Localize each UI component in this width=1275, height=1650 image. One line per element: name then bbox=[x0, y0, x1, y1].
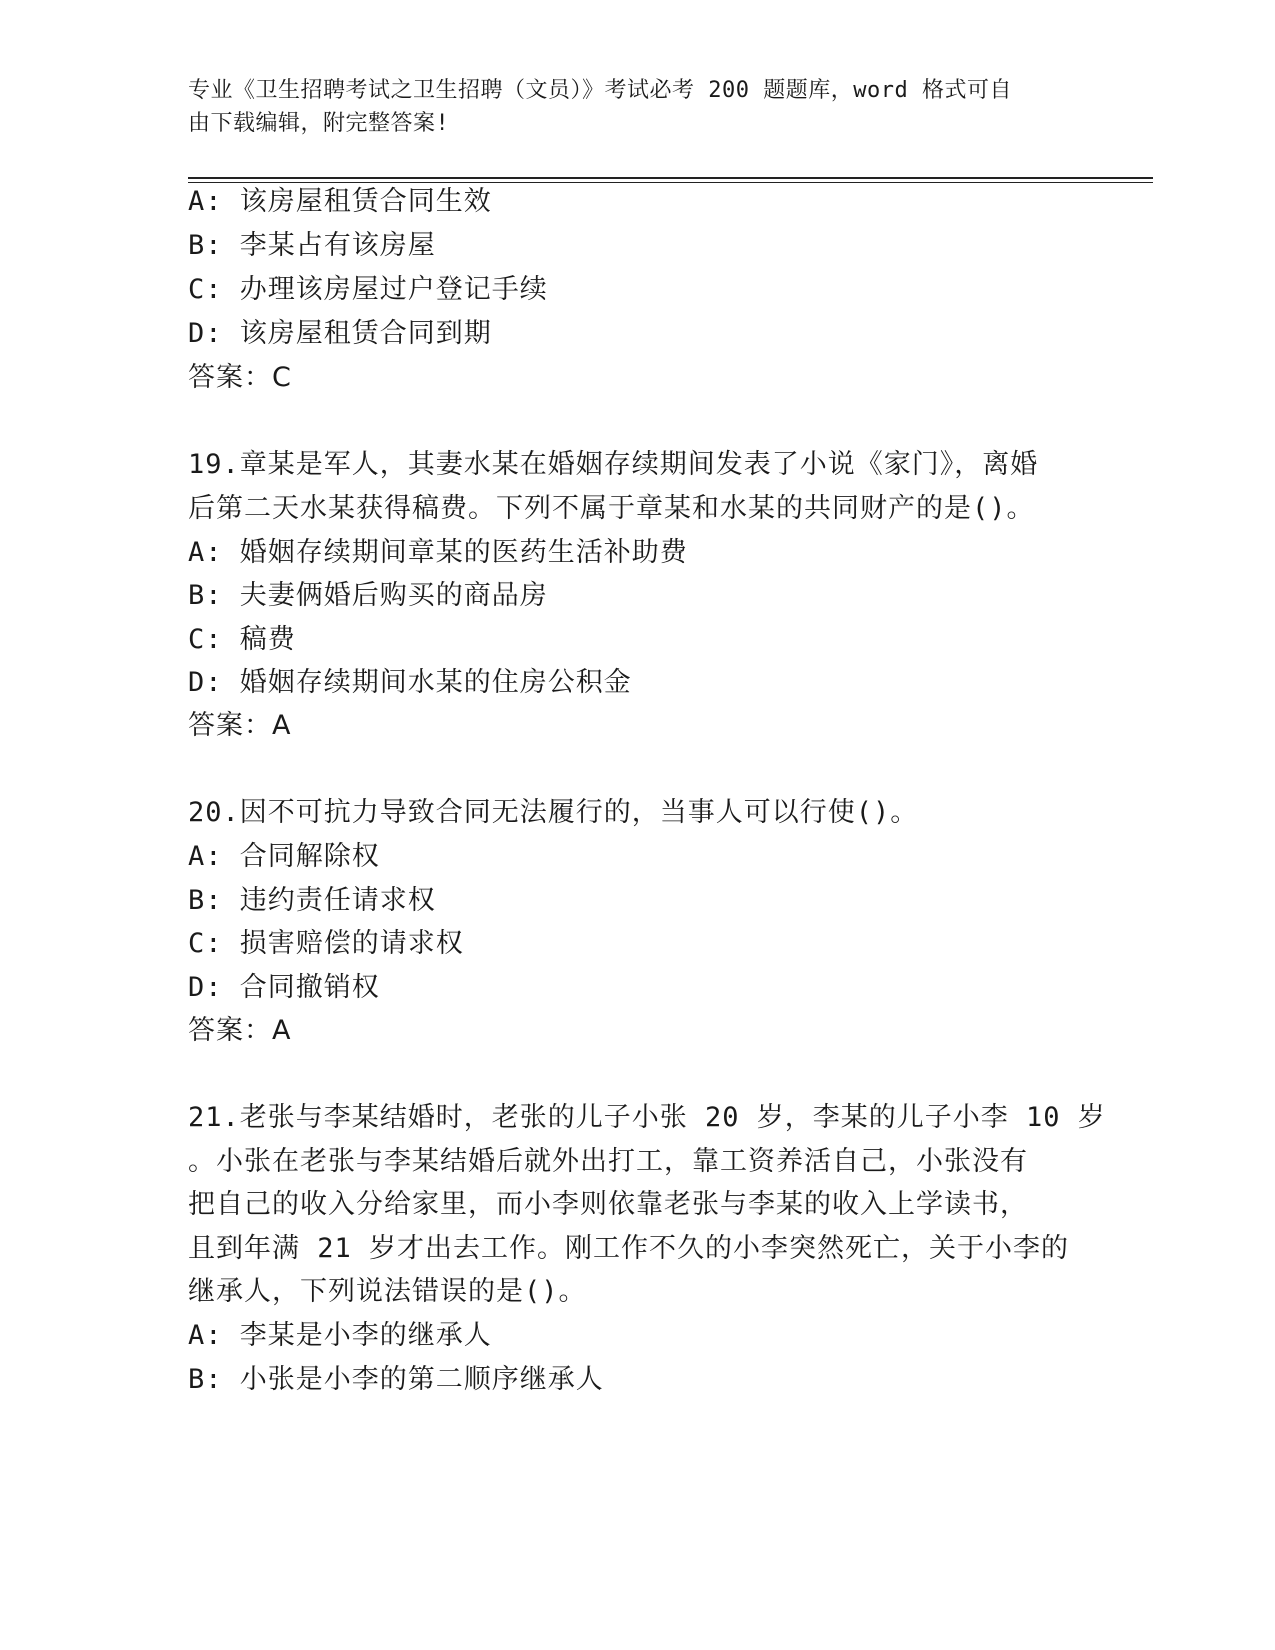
option-a: A: 李某是小李的继承人 bbox=[188, 1320, 492, 1351]
question-stem: 且到年满 21 岁才出去工作。刚工作不久的小李突然死亡，关于小李的 bbox=[188, 1233, 1070, 1264]
option-d: D: 该房屋租赁合同到期 bbox=[188, 318, 492, 349]
question-stem: 。小张在老张与李某结婚后就外出打工，靠工资养活自己，小张没有 bbox=[188, 1146, 1028, 1177]
header-divider-thick bbox=[188, 177, 1153, 179]
option-d: D: 婚姻存续期间水某的住房公积金 bbox=[188, 667, 632, 698]
answer-label: 答案：C bbox=[188, 362, 292, 393]
header-line: 专业《卫生招聘考试之卫生招聘（文员）》考试必考 200 题题库，word 格式可自 bbox=[188, 78, 1012, 103]
question-stem: 继承人，下列说法错误的是()。 bbox=[188, 1276, 587, 1307]
question-stem: 19.章某是军人，其妻水某在婚姻存续期间发表了小说《家门》，离婚 bbox=[188, 449, 1039, 480]
question-stem: 21.老张与李某结婚时，老张的儿子小张 20 岁，李某的儿子小李 10 岁 bbox=[188, 1102, 1106, 1133]
question-stem: 把自己的收入分给家里，而小李则依靠老张与李某的收入上学读书， bbox=[188, 1189, 1028, 1220]
option-a: A: 婚姻存续期间章某的医药生活补助费 bbox=[188, 537, 688, 568]
option-b: B: 夫妻俩婚后购买的商品房 bbox=[188, 580, 548, 611]
question-stem: 后第二天水某获得稿费。下列不属于章某和水某的共同财产的是()。 bbox=[188, 493, 1035, 524]
answer-label: 答案：A bbox=[188, 710, 292, 741]
option-c: C: 稿费 bbox=[188, 624, 296, 655]
option-b: B: 小张是小李的第二顺序继承人 bbox=[188, 1364, 604, 1395]
header-line: 由下载编辑，附完整答案! bbox=[188, 111, 450, 136]
header-divider-thin bbox=[188, 182, 1153, 183]
option-a: A: 该房屋租赁合同生效 bbox=[188, 186, 492, 217]
option-a: A: 合同解除权 bbox=[188, 841, 380, 872]
answer-label: 答案：A bbox=[188, 1015, 292, 1046]
question-stem: 20.因不可抗力导致合同无法履行的，当事人可以行使()。 bbox=[188, 797, 919, 828]
option-c: C: 损害赔偿的请求权 bbox=[188, 928, 464, 959]
option-b: B: 违约责任请求权 bbox=[188, 885, 436, 916]
option-b: B: 李某占有该房屋 bbox=[188, 230, 436, 261]
option-c: C: 办理该房屋过户登记手续 bbox=[188, 274, 548, 305]
document-header bbox=[188, 74, 1068, 140]
option-d: D: 合同撤销权 bbox=[188, 972, 380, 1003]
